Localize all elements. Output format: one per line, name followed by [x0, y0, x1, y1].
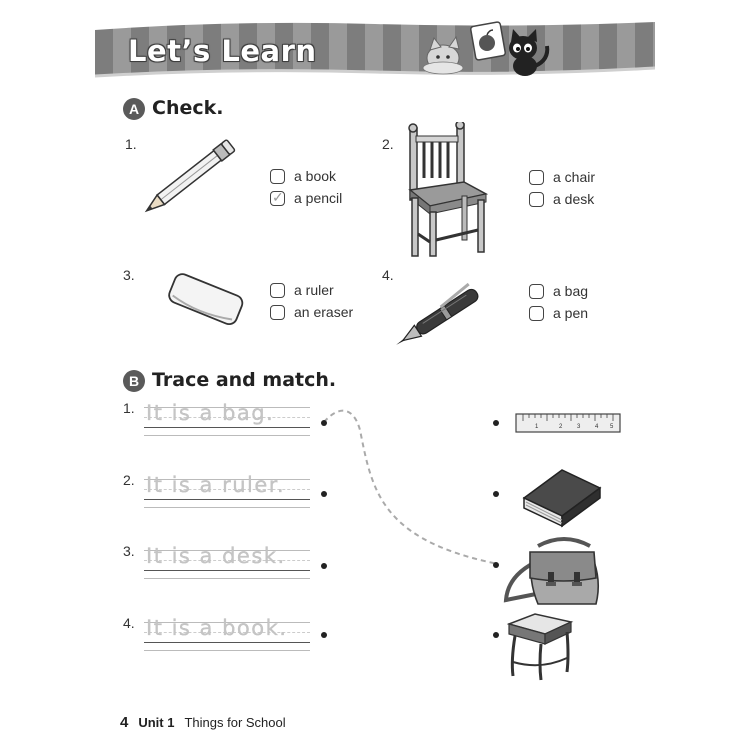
- bag-picture: [500, 534, 604, 608]
- section-a-badge: A: [123, 98, 145, 120]
- chair-picture: [402, 122, 492, 260]
- book-picture: [520, 466, 604, 528]
- checkbox-a-book[interactable]: [270, 169, 285, 184]
- ruler-tick-label: 3: [577, 424, 581, 430]
- ruler-picture: [515, 412, 623, 434]
- option-label: a chair: [553, 169, 596, 185]
- pencil-picture: [132, 136, 247, 222]
- section-b-title: Trace and match.: [152, 369, 337, 391]
- apple-card-icon: [470, 22, 505, 61]
- eraser-picture: [163, 264, 247, 338]
- match-dot-right-2[interactable]: [493, 491, 499, 497]
- trace-sentence-3: It is a desk.: [146, 544, 286, 568]
- option-label: a pencil: [294, 190, 343, 206]
- match-dot-right-1[interactable]: [493, 420, 499, 426]
- match-dot-left-1[interactable]: [321, 420, 327, 426]
- trace-sentence-2: It is a ruler.: [146, 473, 286, 497]
- option-a-pen[interactable]: [529, 303, 588, 323]
- option-label: a bag: [553, 283, 589, 299]
- checkbox-a-pencil[interactable]: [270, 188, 285, 206]
- trace-row-1[interactable]: [144, 400, 310, 440]
- sentence-2-number: 2.: [123, 472, 135, 488]
- item-3-number: 3.: [123, 267, 135, 283]
- option-a-book[interactable]: [270, 166, 342, 186]
- desk-picture: [507, 612, 575, 682]
- sentence-1-number: 1.: [123, 400, 135, 416]
- checkbox-a-ruler[interactable]: [270, 283, 285, 298]
- check-mark-icon: ✓: [272, 188, 284, 205]
- banner-title: Let’s Learn: [128, 34, 317, 68]
- option-label: a pen: [553, 305, 589, 321]
- match-dot-right-3[interactable]: [493, 562, 499, 568]
- trace-sentence-4: It is a book.: [146, 616, 288, 640]
- sentence-3-number: 3.: [123, 543, 135, 559]
- checkbox-an-eraser[interactable]: [270, 305, 285, 320]
- trace-row-2[interactable]: [144, 472, 310, 512]
- checkbox-a-chair[interactable]: [529, 170, 544, 185]
- trace-row-3[interactable]: [144, 543, 310, 583]
- checkbox-a-pen[interactable]: [529, 306, 544, 321]
- match-dot-left-4[interactable]: [321, 632, 327, 638]
- ruler-tick-label: 1: [535, 424, 539, 430]
- ruler-tick-label: 5: [610, 424, 614, 430]
- page-number: 4: [120, 714, 129, 731]
- item-2-number: 2.: [382, 136, 394, 152]
- option-label: a ruler: [294, 282, 334, 298]
- page-footer: [120, 714, 286, 731]
- checkbox-a-desk[interactable]: [529, 192, 544, 207]
- option-a-desk[interactable]: [529, 189, 595, 209]
- option-label: an eraser: [294, 304, 354, 320]
- match-dot-left-2[interactable]: [321, 491, 327, 497]
- option-a-pencil[interactable]: [270, 188, 342, 208]
- option-label: a book: [294, 168, 337, 184]
- option-label: a desk: [553, 191, 595, 207]
- match-line: [320, 400, 505, 572]
- option-a-ruler[interactable]: [270, 280, 353, 300]
- unit-label: Unit 1: [138, 715, 175, 730]
- pen-picture: [386, 276, 494, 358]
- trace-sentence-1: It is a bag.: [146, 401, 275, 425]
- match-dot-left-3[interactable]: [321, 563, 327, 569]
- section-a-title: Check.: [152, 97, 224, 119]
- option-a-chair[interactable]: [529, 167, 595, 187]
- unit-title: Things for School: [184, 715, 286, 730]
- sentence-4-number: 4.: [123, 615, 135, 631]
- item-1-number: 1.: [125, 136, 137, 152]
- ruler-tick-label: 4: [595, 424, 599, 430]
- match-dot-right-4[interactable]: [493, 632, 499, 638]
- ruler-tick-label: 2: [559, 424, 563, 430]
- checkbox-a-bag[interactable]: [529, 284, 544, 299]
- section-b-badge: B: [123, 370, 145, 392]
- option-an-eraser[interactable]: [270, 302, 353, 322]
- trace-row-4[interactable]: [144, 615, 310, 655]
- option-a-bag[interactable]: [529, 281, 588, 301]
- item-4-number: 4.: [382, 267, 394, 283]
